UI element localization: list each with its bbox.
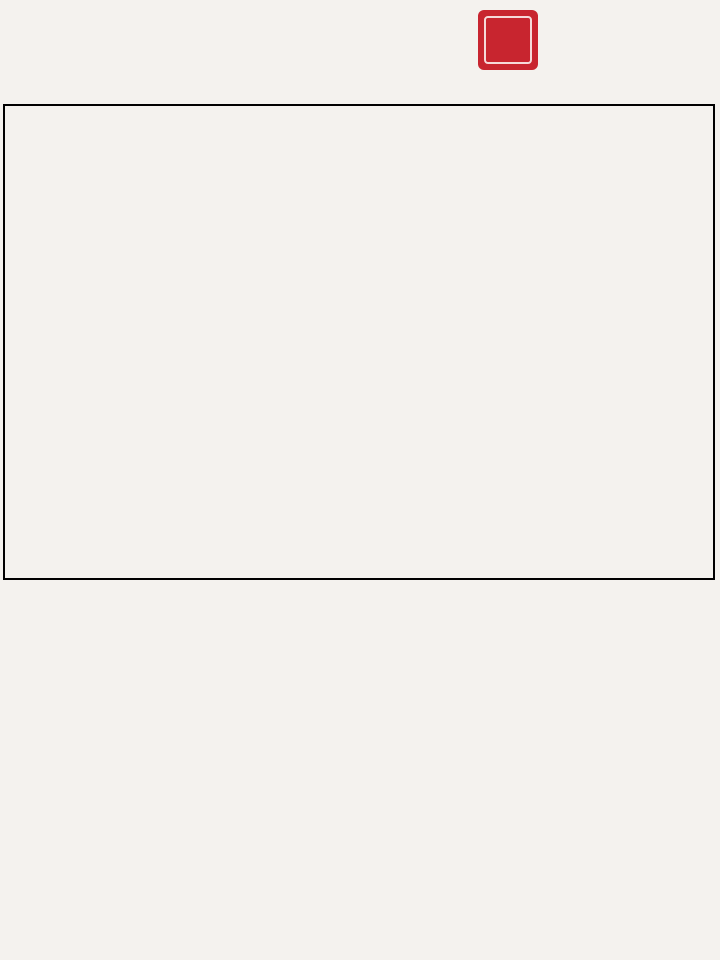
chart-grid [3,104,715,580]
red-seal-logo [478,10,538,70]
header-info [10,10,470,26]
